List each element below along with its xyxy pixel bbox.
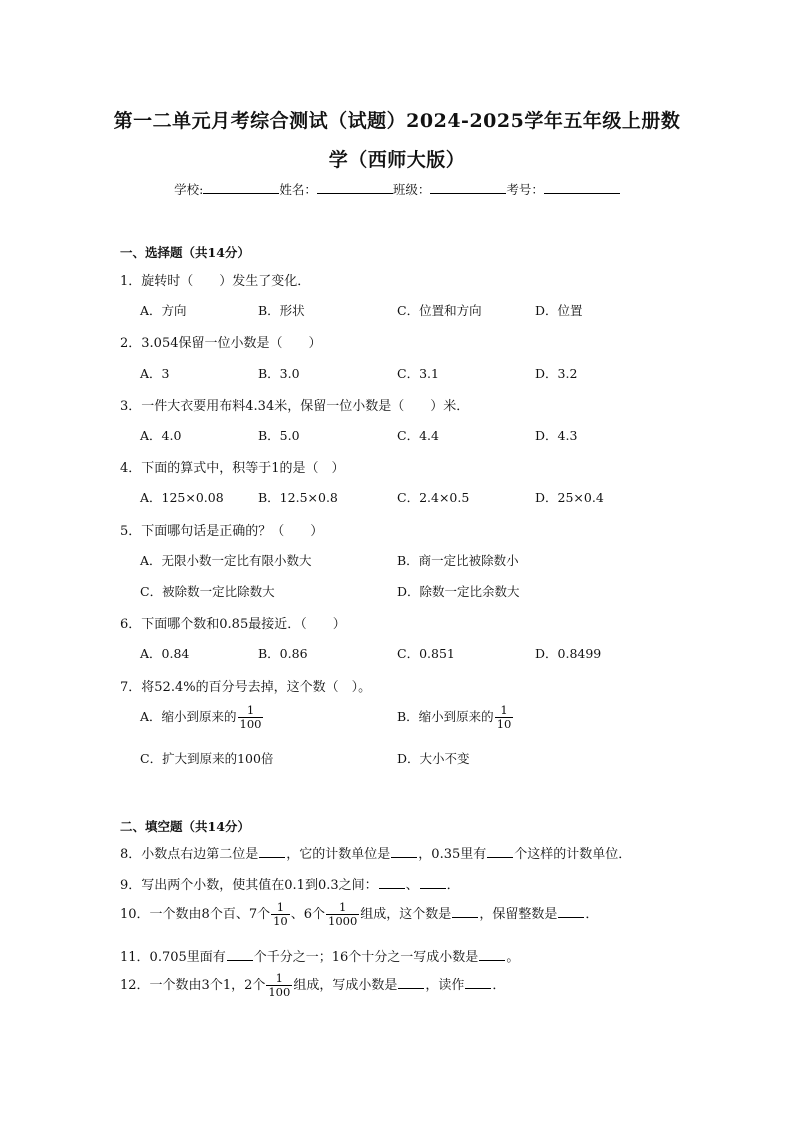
fraction-denominator: 10	[496, 717, 512, 732]
q7-option-d: D．大小不变	[397, 751, 470, 766]
answer-blank[interactable]	[479, 948, 505, 961]
q11-text-2: 个千分之一；16个十分之一写成小数是	[253, 950, 479, 965]
q7-option-b-text: B．缩小到原来的	[397, 709, 494, 725]
question-9	[120, 874, 460, 893]
question-4: 4．下面的算式中，积等于1的是（ ）	[120, 461, 345, 476]
answer-blank[interactable]	[487, 845, 513, 858]
answer-blank[interactable]	[420, 876, 446, 889]
answer-blank[interactable]	[465, 976, 491, 989]
q6-option-d: D．0.8499	[535, 646, 602, 661]
question-5: 5．下面哪句话是正确的？（ ）	[120, 524, 324, 539]
q3-option-a: A．4.0	[140, 428, 182, 443]
q7-option-c: C．扩大到原来的100倍	[140, 751, 274, 766]
class-blank[interactable]	[430, 181, 506, 194]
q10-text-5: ．	[585, 907, 599, 923]
fraction-numerator: 1	[326, 901, 359, 915]
fraction-denominator: 10	[273, 914, 288, 929]
q4-option-d: D．25×0.4	[535, 490, 604, 505]
q5-option-c: C．被除数一定比除数大	[140, 584, 275, 599]
q10-text-1: 10．一个数由8个百、7个	[120, 907, 271, 923]
number-blank[interactable]	[544, 181, 620, 194]
page-title-line2: 学（西师大版）	[328, 149, 466, 171]
question-7: 7．将52.4%的百分号去掉，这个数（ ）。	[120, 680, 372, 695]
q12-text-1: 12．一个数由3个1，2个	[120, 978, 266, 994]
q6-option-c: C．0.851	[397, 646, 455, 661]
q12-text-3: ，读作	[425, 978, 465, 994]
page-title-line1: 第一二单元月考综合测试（试题）2024-2025学年五年级上册数	[113, 110, 681, 132]
q8-text-2: ，它的计数单位是	[286, 847, 391, 862]
section-heading-fill: 二、填空题（共14分）	[120, 819, 250, 834]
fraction-denominator: 100	[268, 985, 291, 1000]
number-label: 考号：	[506, 182, 544, 197]
q4-option-a: A．125×0.08	[140, 490, 224, 505]
q1-option-b: B．形状	[258, 303, 305, 318]
q11-text-1: 11．0.705里面有	[120, 950, 226, 965]
question-8	[120, 843, 631, 862]
fraction-numerator: 1	[238, 704, 264, 718]
name-label: 姓名：	[279, 182, 317, 197]
question-12	[120, 972, 505, 999]
q9-text-1: 9．写出两个小数，使其值在0.1到0.3之间：	[120, 878, 378, 893]
question-1: 1．旋转时（ ）发生了变化．	[120, 274, 311, 289]
q4-option-b: B．12.5×0.8	[258, 490, 338, 505]
q3-option-c: C．4.4	[397, 428, 439, 443]
school-label: 学校:	[174, 182, 204, 197]
q7-option-a-fraction	[238, 704, 264, 731]
section-heading-choice: 一、选择题（共14分）	[120, 245, 250, 260]
answer-blank[interactable]	[558, 905, 584, 918]
q2-option-a: A．3	[140, 366, 170, 381]
q12-text-4: ．	[492, 978, 506, 994]
q8-text-1: 8．小数点右边第二位是	[120, 847, 259, 862]
q8-text-3: ，0.35里有	[418, 847, 487, 862]
q1-option-d: D．位置	[535, 303, 583, 318]
q2-option-d: D．3.2	[535, 366, 578, 381]
q12-fraction	[266, 972, 292, 999]
answer-blank[interactable]	[391, 845, 417, 858]
student-info-line	[0, 180, 794, 198]
name-blank[interactable]	[317, 181, 393, 194]
answer-blank[interactable]	[452, 905, 478, 918]
fraction-numerator: 1	[266, 972, 292, 986]
q5-option-a: A．无限小数一定比有限小数大	[140, 553, 312, 568]
question-6: 6．下面哪个数和0.85最接近．（ ）	[120, 617, 346, 632]
q9-text-2: 、	[405, 878, 419, 893]
answer-blank[interactable]	[398, 976, 424, 989]
q1-option-c: C．位置和方向	[397, 303, 482, 318]
q2-option-c: C．3.1	[397, 366, 439, 381]
q11-text-3: 。	[506, 950, 520, 965]
q12-text-2: 组成，写成小数是	[293, 978, 398, 994]
question-3: 3．一件大衣要用布料4.34米，保留一位小数是（ ）米．	[120, 399, 470, 414]
q7-option-b-fraction	[495, 704, 514, 731]
q6-option-a: A．0.84	[140, 646, 190, 661]
q9-text-3: ．	[446, 878, 460, 893]
fraction-denominator: 100	[239, 717, 262, 732]
q7-option-b	[397, 704, 514, 731]
q2-option-b: B．3.0	[258, 366, 300, 381]
fraction-numerator: 1	[271, 901, 290, 915]
q7-option-a	[140, 704, 264, 731]
q10-text-2: 、6个	[290, 907, 326, 923]
class-label: 班级：	[392, 182, 431, 197]
question-10	[120, 901, 598, 928]
q1-option-a: A．方向	[140, 303, 187, 318]
school-blank[interactable]	[203, 181, 279, 194]
answer-blank[interactable]	[259, 845, 285, 858]
q5-option-d: D．除数一定比余数大	[397, 584, 520, 599]
q10-text-4: ，保留整数是	[479, 907, 558, 923]
q10-fraction-2	[326, 901, 359, 928]
q7-option-a-text: A．缩小到原来的	[140, 709, 237, 725]
fraction-denominator: 1000	[328, 914, 358, 929]
q10-fraction-1	[271, 901, 290, 928]
q10-text-3: 组成，这个数是	[360, 907, 452, 923]
q4-option-c: C．2.4×0.5	[397, 490, 470, 505]
answer-blank[interactable]	[379, 876, 405, 889]
q3-option-d: D．4.3	[535, 428, 578, 443]
question-2: 2．3.054保留一位小数是（ ）	[120, 336, 322, 351]
q5-option-b: B．商一定比被除数小	[397, 553, 519, 568]
q3-option-b: B．5.0	[258, 428, 300, 443]
answer-blank[interactable]	[227, 948, 253, 961]
q6-option-b: B．0.86	[258, 646, 308, 661]
question-11	[120, 946, 519, 965]
q8-text-4: 个这样的计数单位．	[514, 847, 632, 862]
fraction-numerator: 1	[495, 704, 514, 718]
